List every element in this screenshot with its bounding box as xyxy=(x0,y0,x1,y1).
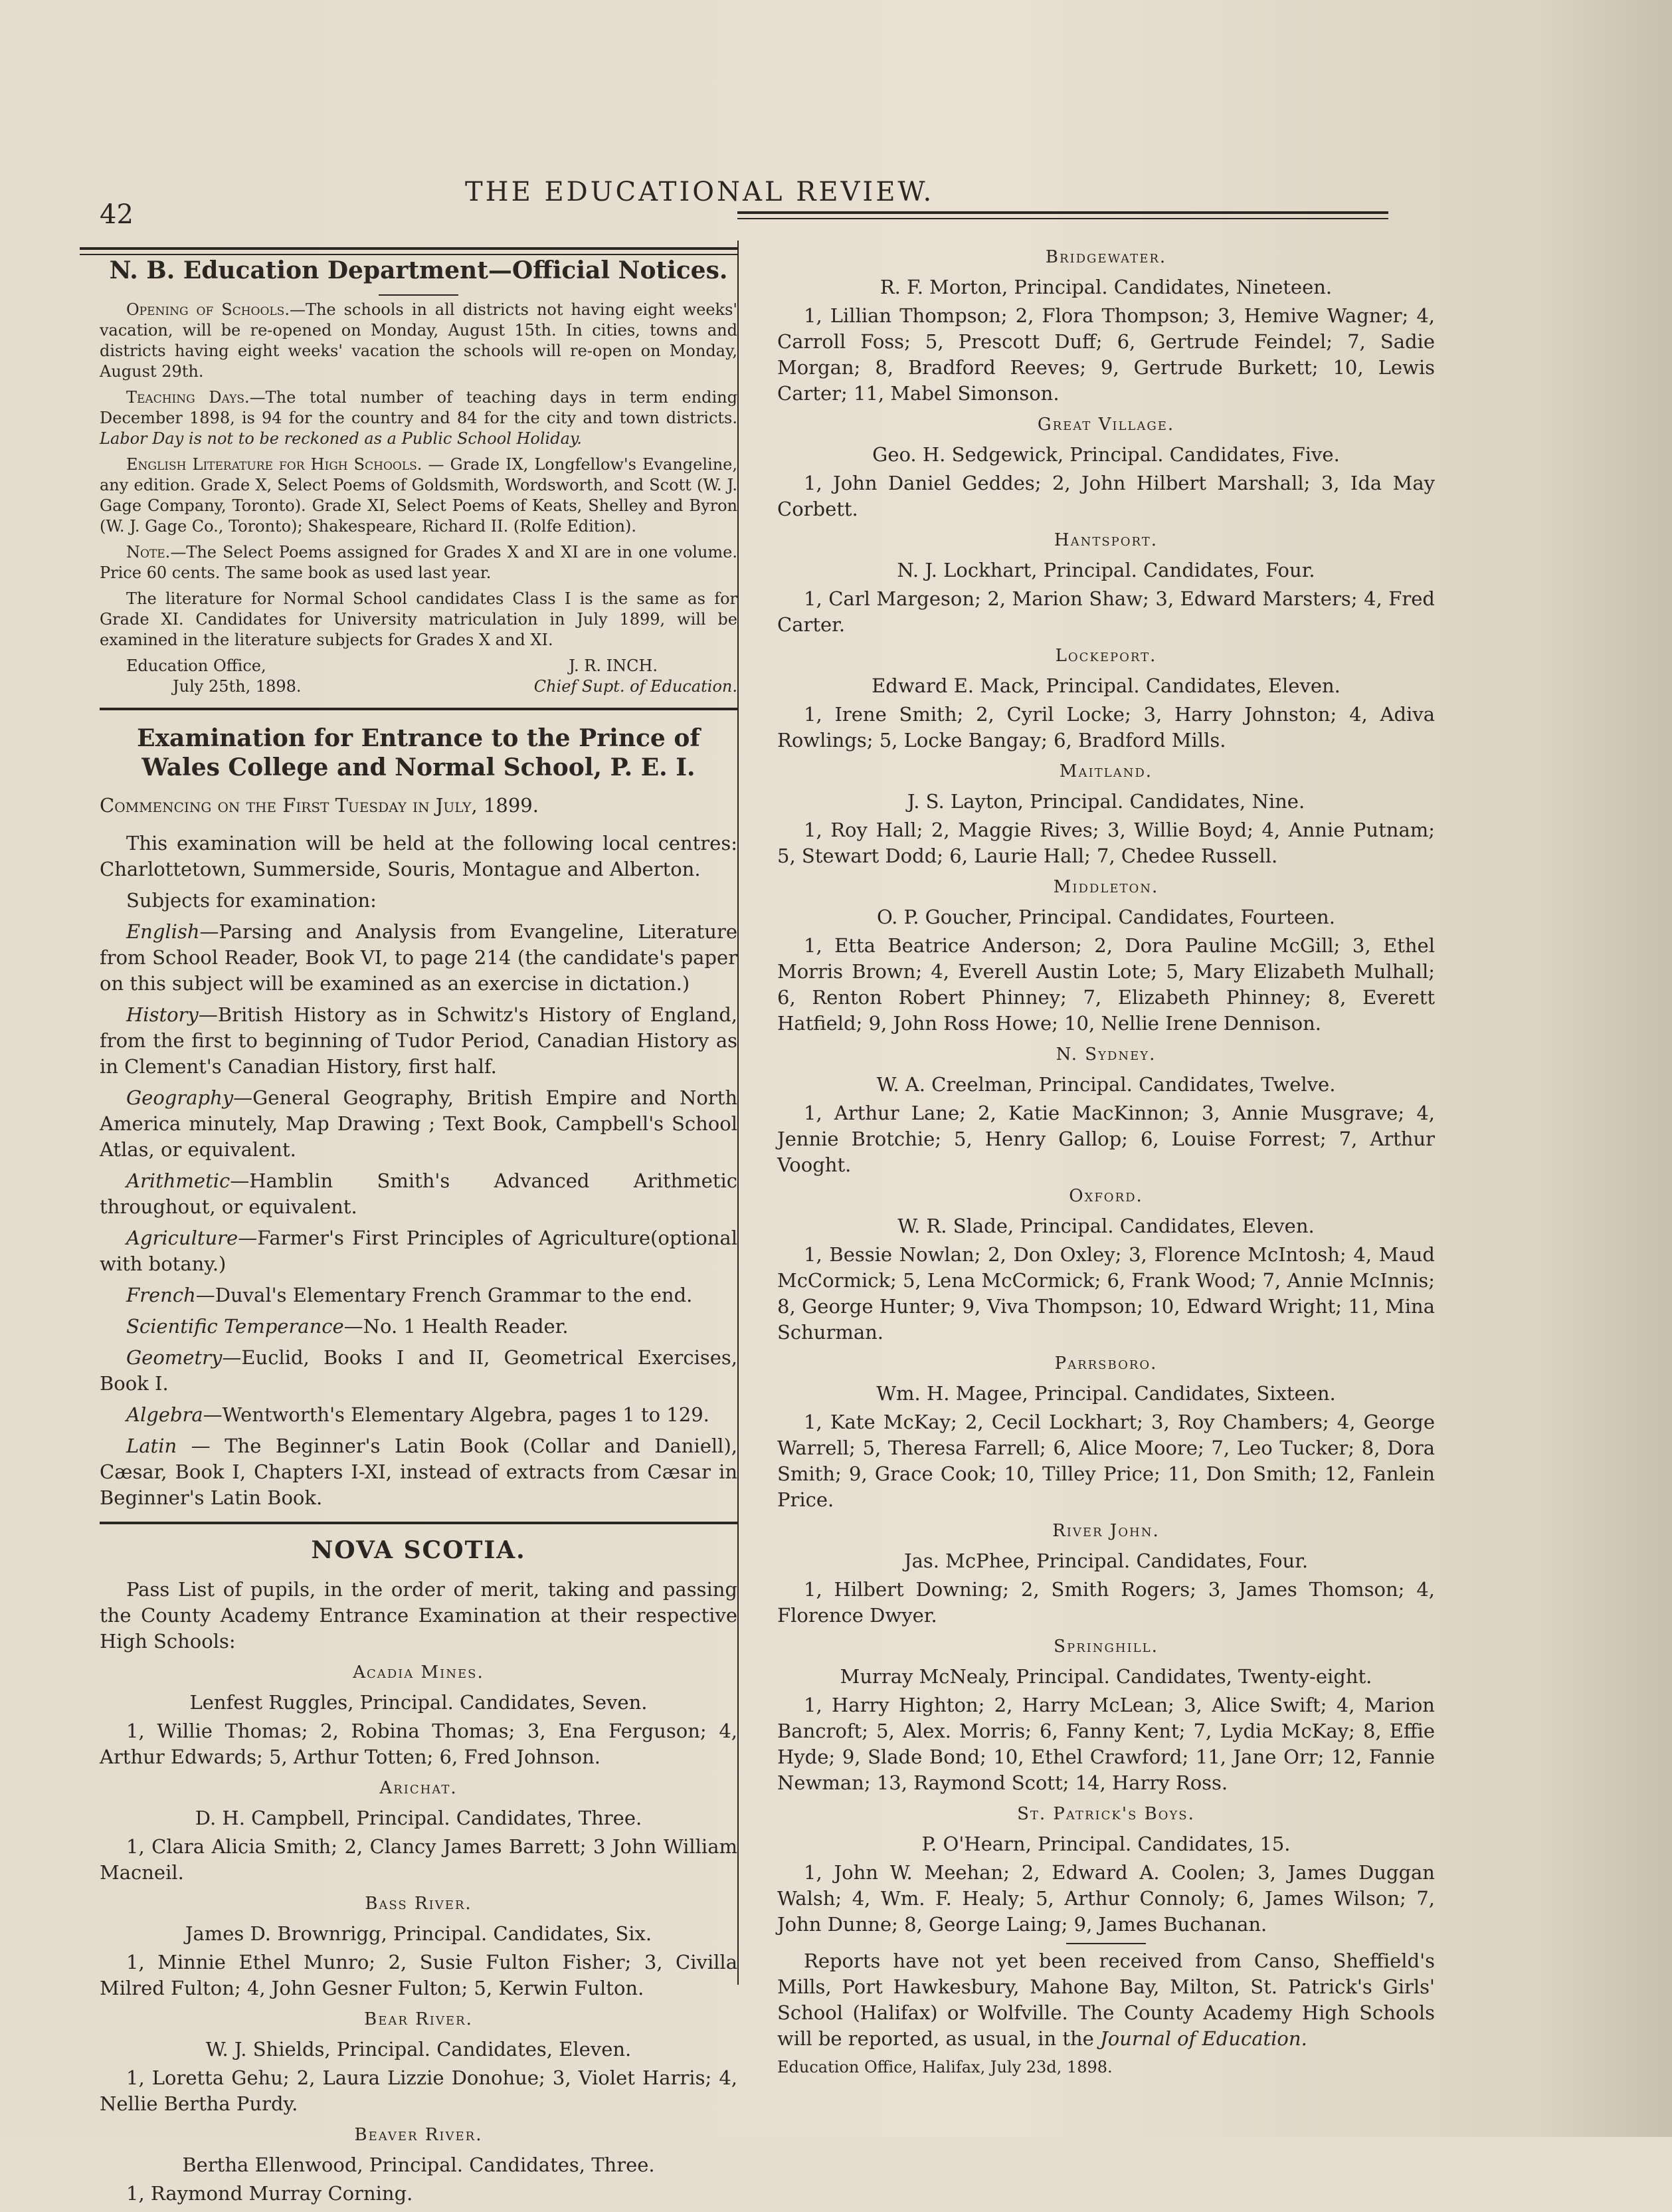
pei-subject-name: History xyxy=(126,1003,199,1026)
school-name: N. Sydney. xyxy=(1056,1045,1157,1064)
school-principal: J. S. Layton, Principal. Candidates, Nine. xyxy=(907,790,1305,813)
school-pass-list: 1, Clara Alicia Smith; 2, Clancy James Barrett; 3 John William Macneil. xyxy=(100,1835,737,1884)
pei-exam xyxy=(100,724,737,1511)
school-pass-list: 1, Arthur Lane; 2, Katie MacKinnon; 3, Annie Musgrave; 4, Jennie Brotchie; 5, Henry Gallop; 6, Louise Forrest; 7, Arthur Vooght. xyxy=(777,1102,1435,1176)
nb-date: July 25th, 1898. xyxy=(173,677,302,696)
ns-school-list-left xyxy=(100,1660,737,2207)
school-name: Oxford. xyxy=(1069,1186,1143,1206)
reports-rule xyxy=(1066,1943,1146,1944)
school-pass-list: 1, Minnie Ethel Munro; 2, Susie Fulton Fisher; 3, Civilla Milred Fulton; 4, John Gesner Fulton; 5, Kerwin Fulton. xyxy=(100,1951,737,1999)
school-principal: Bertha Ellenwood, Principal. Candidates, Three. xyxy=(182,2154,655,2176)
pei-subheading: Commencing on the First Tuesday in July, 1899. xyxy=(100,794,539,817)
nb-paragraph xyxy=(100,300,737,382)
ns-footer: Education Office, Halifax, July 23d, 1898. xyxy=(777,2058,1113,2076)
left-column xyxy=(100,249,737,2212)
pei-subject xyxy=(100,1168,737,1220)
school-name: Bear River. xyxy=(364,2009,473,2029)
school-pass-list: 1, Kate McKay; 2, Cecil Lockhart; 3, Roy Chambers; 4, George Warrell; 5, Theresa Farrell; 6, Alice Moore; 7, Leo Tucker; 8, Dora Smith; 9, Grace Cook; 10, Tilley Price; 11, Don Smith; 12, Fanlein Price. xyxy=(777,1411,1435,1511)
school-pass-list: 1, Loretta Gehu; 2, Laura Lizzie Donohue; 3, Violet Harris; 4, Nellie Bertha Purdy. xyxy=(100,2066,737,2115)
nb-paragraph xyxy=(100,454,737,537)
ns-school-list-right xyxy=(777,245,1435,1938)
pei-subject-name: English xyxy=(126,920,200,943)
pei-subject-name: Algebra xyxy=(126,1403,203,1426)
pei-subject xyxy=(100,1085,737,1163)
school-name: Lockeport. xyxy=(1055,646,1157,666)
pei-subject-text: —Wentworth's Elementary Algebra, pages 1 to 129. xyxy=(203,1403,709,1426)
school-name: Beaver River. xyxy=(354,2125,483,2145)
nb-office: Education Office, xyxy=(126,656,266,675)
school-pass-list: 1, John W. Meehan; 2, Edward A. Coolen; 3, James Duggan Walsh; 4, Wm. F. Healy; 5, Arthur Connoly; 6, James Wilson; 7, John Dunne; 8, George Laing; 9, James Buchanan. xyxy=(777,1861,1435,1936)
pei-subject-text: —No. 1 Health Reader. xyxy=(343,1315,569,1338)
school-principal: James D. Brownrigg, Principal. Candidates, Six. xyxy=(185,1922,652,1945)
nb-p4-text: —The Select Poems assigned for Grades X and XI are in one volume. Price 60 cents. The same book as used last year. xyxy=(100,543,737,582)
pei-heading: Examination for Entrance to the Prince of Wales College and Normal School, P. E. I. xyxy=(137,724,700,781)
nb-p2-text: —The total number of teaching days in term ending December 1898, is 94 for the country and 84 for the city and town districts. xyxy=(100,388,738,427)
school-pass-list: 1, Hilbert Downing; 2, Smith Rogers; 3, James Thomson; 4, Florence Dwyer. xyxy=(777,1578,1435,1627)
school-name: Great Village. xyxy=(1037,415,1175,435)
school-principal: Geo. H. Sedgewick, Principal. Candidates, Five. xyxy=(872,443,1340,466)
school-name: Bass River. xyxy=(365,1894,472,1914)
right-column xyxy=(777,241,1435,2083)
school-principal: Murray McNealy, Principal. Candidates, Twenty-eight. xyxy=(840,1665,1372,1688)
nb-p1-text: —The schools in all districts not having eight weeks' vacation, will be re-opened on Monday, August 15th. In cities, towns and districts having eight weeks' vacation the schools will re-open on Monday, August 29th. xyxy=(100,300,737,381)
pei-subject-text: — The Beginner's Latin Book (Collar and Daniell), Cæsar, Book I, Chapters I-XI, instead of extracts from Cæsar in Beginner's Latin Book. xyxy=(100,1435,737,1509)
header-rule-right-2 xyxy=(737,218,1388,219)
school-pass-list: 1, Harry Highton; 2, Harry McLean; 3, Alice Swift; 4, Marion Bancroft; 5, Alex. Morris; 6, Fanny Kent; 7, Lydia McKay; 8, Effie Hyde; 9, Slade Bond; 10, Ethel Crawford; 11, Jane Orr; 12, Fannie Newman; 13, Raymond Scott; 14, Harry Ross. xyxy=(777,1694,1435,1794)
school-principal: Wm. H. Magee, Principal. Candidates, Sixteen. xyxy=(876,1382,1336,1405)
nb-signer: J. R. INCH. xyxy=(569,656,658,675)
nb-signer-title: Chief Supt. of Education. xyxy=(533,677,737,696)
school-principal: W. J. Shields, Principal. Candidates, Eleven. xyxy=(205,2038,632,2061)
pei-subject xyxy=(100,1225,737,1277)
school-principal: R. F. Morton, Principal. Candidates, Nineteen. xyxy=(880,276,1333,298)
pei-subject-text: —Parsing and Analysis from Evangeline, Literature from School Reader, Book VI, to page 214 (the candidate's paper on this subject will be examined as an exercise in dictation.) xyxy=(100,920,737,995)
school-principal: W. R. Slade, Principal. Candidates, Eleven. xyxy=(897,1215,1315,1237)
pei-subject xyxy=(100,1345,737,1397)
school-principal: W. A. Creelman, Principal. Candidates, Twelve. xyxy=(876,1073,1336,1096)
pei-subject-text: —General Geography, British Empire and North America minutely, Map Drawing ; Text Book, Campbell's School Atlas, or equivalent. xyxy=(100,1086,737,1161)
school-principal: D. H. Campbell, Principal. Candidates, Three. xyxy=(195,1807,642,1829)
header-rule-right xyxy=(737,211,1388,214)
running-title: THE EDUCATIONAL REVIEW. xyxy=(465,177,935,207)
ns-reports-italic: Journal of Education. xyxy=(1100,2027,1307,2050)
school-pass-list: 1, Willie Thomas; 2, Robina Thomas; 3, Ena Ferguson; 4, Arthur Edwards; 5, Arthur Totten; 6, Fred Johnson. xyxy=(100,1720,737,1768)
school-principal: Jas. McPhee, Principal. Candidates, Four. xyxy=(903,1550,1309,1572)
school-name: Acadia Mines. xyxy=(353,1662,484,1682)
nb-p3-head: English Literature for High Schools. xyxy=(126,455,422,474)
school-pass-list: 1, Roy Hall; 2, Maggie Rives; 3, Willie Boyd; 4, Annie Putnam; 5, Stewart Dodd; 6, Laurie Hall; 7, Chedee Russell. xyxy=(777,819,1435,867)
column-divider xyxy=(737,241,739,1985)
pei-subject-name: Geometry xyxy=(126,1346,223,1369)
nb-heading-rule xyxy=(379,294,458,296)
nb-notices xyxy=(100,256,737,697)
pei-subject xyxy=(100,1314,737,1340)
school-pass-list: 1, Carl Margeson; 2, Marion Shaw; 3, Edward Marsters; 4, Fred Carter. xyxy=(777,587,1435,636)
school-name: Middleton. xyxy=(1053,877,1159,897)
nb-paragraph xyxy=(100,387,737,449)
school-pass-list: 1, John Daniel Geddes; 2, John Hilbert Marshall; 3, Ida May Corbett. xyxy=(777,472,1435,520)
school-name: Hantsport. xyxy=(1054,530,1159,550)
ns-reports xyxy=(777,1948,1435,2052)
school-pass-list: 1, Raymond Murray Corning. xyxy=(126,2182,413,2205)
school-principal: N. J. Lockhart, Principal. Candidates, Four. xyxy=(897,559,1315,581)
pei-subject-text: —Farmer's First Principles of Agriculture(optional with botany.) xyxy=(100,1227,737,1275)
pei-subject xyxy=(100,919,737,997)
school-name: St. Patrick's Boys. xyxy=(1017,1804,1195,1824)
pei-subject xyxy=(100,1402,737,1428)
pei-subject-name: Arithmetic xyxy=(126,1169,231,1192)
nb-p2-italic: Labor Day is not to be reckoned as a Public School Holiday. xyxy=(100,429,582,448)
ns-reports-text: Reports have not yet been received from Canso, Sheffield's Mills, Port Hawkesbury, Mahone Bay, Milton, St. Patrick's Girls' School (Halifax) or Wolfville. The County Academy High Schools will be reported, as usual, in the xyxy=(777,1950,1435,2050)
pei-subject-name: Geography xyxy=(126,1086,234,1109)
pei-paragraph: Subjects for examination: xyxy=(126,889,377,912)
ns-intro: Pass List of pupils, in the order of merit, taking and passing the County Academy Entrance Examination at their respective High Schools: xyxy=(100,1578,737,1653)
school-principal: P. O'Hearn, Principal. Candidates, 15. xyxy=(921,1833,1291,1855)
nb-signature-row-2 xyxy=(100,676,737,697)
section-rule xyxy=(100,1522,737,1524)
school-principal: Edward E. Mack, Principal. Candidates, Eleven. xyxy=(872,674,1341,697)
pei-subject-text: —Duval's Elementary French Grammar to the end. xyxy=(195,1284,693,1306)
pei-subject-name: Scientific Temperance xyxy=(126,1315,344,1338)
pei-subject xyxy=(100,1002,737,1080)
school-pass-list: 1, Bessie Nowlan; 2, Don Oxley; 3, Florence McIntosh; 4, Maud McCormick; 5, Lena McCormick; 6, Frank Wood; 7, Annie McInnis; 8, George Hunter; 9, Viva Thompson; 10, Edward Wright; 11, Mina Schurman. xyxy=(777,1243,1435,1344)
school-pass-list: 1, Etta Beatrice Anderson; 2, Dora Pauline McGill; 3, Ethel Morris Brown; 4, Everell Austin Lote; 5, Mary Elizabeth Mulhall; 6, Renton Robert Phinney; 7, Elizabeth Phinney; 8, Everett Hatfield; 9, John Ross Howe; 10, Nellie Irene Dennison. xyxy=(777,934,1435,1035)
school-name: River John. xyxy=(1052,1521,1160,1541)
school-name: Springhill. xyxy=(1054,1637,1159,1657)
school-principal: O. P. Goucher, Principal. Candidates, Fourteen. xyxy=(877,906,1335,928)
pei-subject-name: French xyxy=(126,1284,196,1306)
school-name: Parrsboro. xyxy=(1054,1354,1158,1373)
nb-heading: N. B. Education Department—Official Notices. xyxy=(109,256,728,284)
pei-subject-list xyxy=(100,919,737,1511)
nb-signature-row xyxy=(100,656,737,676)
school-principal: Lenfest Ruggles, Principal. Candidates, Seven. xyxy=(189,1691,648,1714)
pei-paragraph: This examination will be held at the following local centres: Charlottetown, Summerside, Souris, Montague and Alberton. xyxy=(100,832,737,880)
school-pass-list: 1, Lillian Thompson; 2, Flora Thompson; 3, Hemive Wagner; 4, Carroll Foss; 5, Prescott Duff; 6, Gertrude Feindel; 7, Sadie Morgan; 8, Bradford Reeves; 9, Gertrude Burkett; 10, Lewis Carter; 11, Mabel Simonson. xyxy=(777,304,1435,405)
nb-paragraph xyxy=(100,542,737,583)
pei-subject-text: —Hamblin Smith's Advanced Arithmetic throughout, or equivalent. xyxy=(100,1169,737,1218)
nova-scotia xyxy=(100,1538,737,2207)
nb-p2-head: Teaching Days. xyxy=(126,388,250,407)
nb-p1-head: Opening of Schools. xyxy=(126,300,290,319)
school-name: Arichat. xyxy=(379,1778,458,1798)
pei-subject-text: —Euclid, Books I and II, Geometrical Exercises, Book I. xyxy=(100,1346,737,1395)
nb-p3-text: — Grade IX, Longfellow's Evangeline, any edition. Grade X, Select Poems of Goldsmith, Wordsworth, and Scott (W. J. Gage Company, Toronto). Grade XI, Select Poems of Keats, Shelley and Byron (W. J. Gage Co., Toronto); Shakespeare, Richard II. (Rolfe Edition). xyxy=(100,455,738,536)
pei-subject xyxy=(100,1282,737,1308)
pei-subject xyxy=(100,1433,737,1511)
school-name: Maitland. xyxy=(1059,761,1153,781)
ns-heading: NOVA SCOTIA. xyxy=(311,1536,526,1564)
pei-subject-text: —British History as in Schwitz's History of England, from the first to beginning of Tudor Period, Canadian History as in Clement's Canadian History, first half. xyxy=(100,1003,737,1078)
nb-paragraph: The literature for Normal School candidates Class I is the same as for Grade XI. Candidates for University matriculation in July 1899, will be examined in the literature subjects for Grades X and XI. xyxy=(100,589,737,649)
page-number: 42 xyxy=(100,199,134,230)
pei-subject-name: Agriculture xyxy=(126,1227,238,1249)
pei-subject-name: Latin xyxy=(126,1435,177,1457)
nb-p4-head: Note. xyxy=(126,543,171,561)
section-rule xyxy=(100,708,737,710)
school-pass-list: 1, Irene Smith; 2, Cyril Locke; 3, Harry Johnston; 4, Adiva Rowlings; 5, Locke Bangay; 6, Bradford Mills. xyxy=(777,703,1435,752)
school-name: Bridgewater. xyxy=(1045,247,1167,267)
